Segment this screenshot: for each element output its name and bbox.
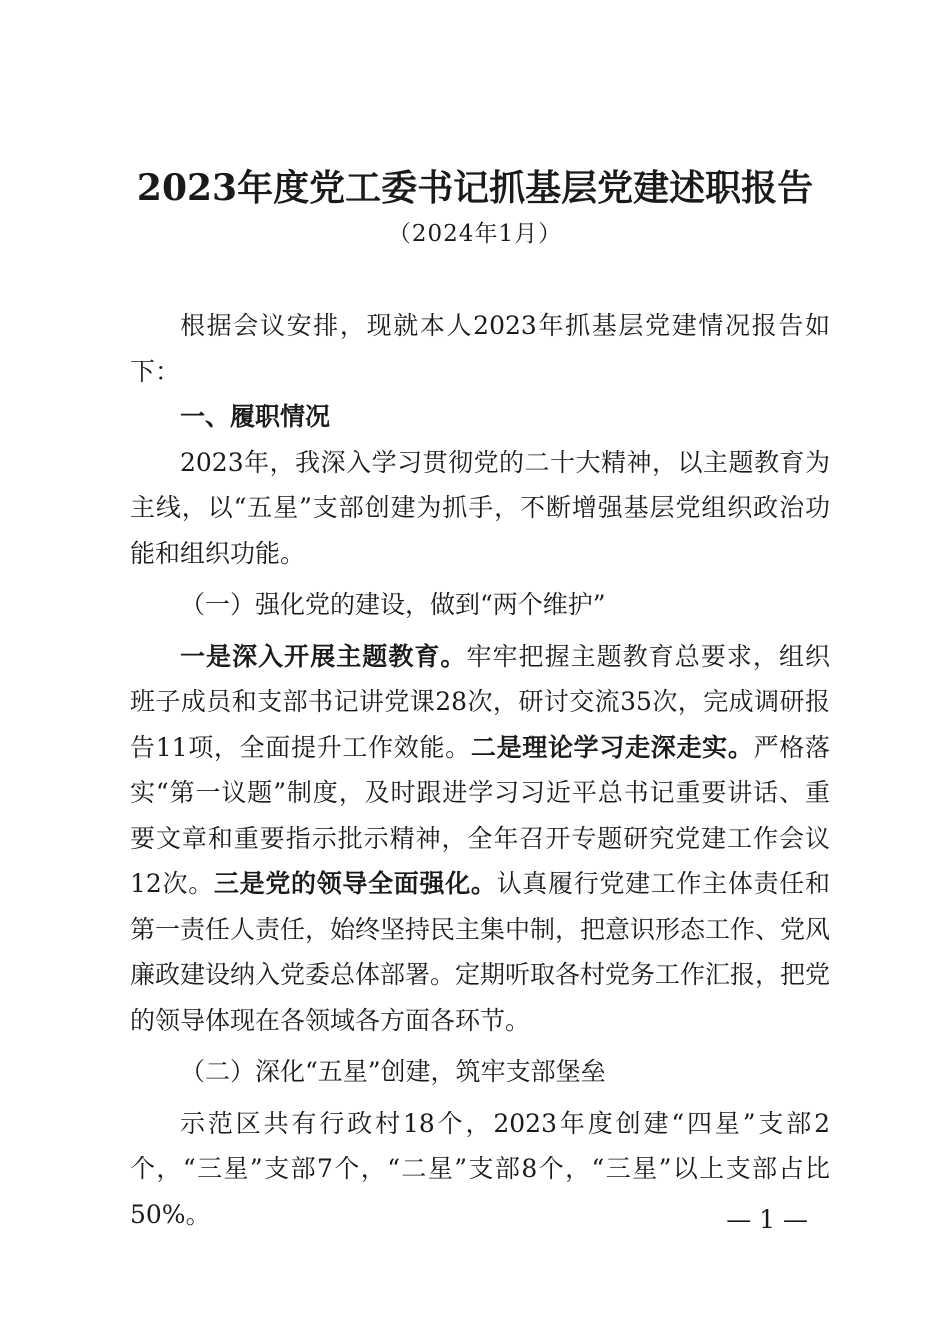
- subsection-heading: （二）深化“五星”创建，筑牢支部堡垒: [180, 1057, 606, 1086]
- lead-phrase: 二是理论学习走深走实。: [470, 732, 754, 762]
- section-paragraph: 2023年，我深入学习贯彻党的二十大精神，以主题教育为主线，以“五星”支部创建为抓手，不断增强基层党组织政治功能和组织功能。: [130, 447, 830, 568]
- document-date: （2024年1月）: [387, 221, 563, 247]
- paragraph-text: 牢牢把握主题教育总要求，组织班子成员和支部书记讲党课28次，研讨交流35次，完成调研报告11项，全面提升工作效能。: [130, 641, 830, 762]
- document-title: 2023年度党工委书记抓基层党建述职报告: [136, 167, 814, 209]
- subsection-heading: （一）强化党的建设，做到“两个维护”: [180, 590, 606, 619]
- document-body: [130, 303, 830, 1237]
- paragraph-text: 严格落实“第一议题”制度，及时跟进学习习近平总书记重要讲话、重要文章和重要指示批示精神，全年召开专题研究党建工作会议12次。: [130, 732, 830, 898]
- paragraph-text: 认真履行党建工作主体责任和第一责任人责任，始终坚持民主集中制，把意识形态工作、党风廉政建设纳入党委总体部署。定期听取各村党务工作汇报，把党的领导体现在各领域各方面各环节。: [130, 869, 831, 1035]
- lead-phrase: 三是党的领导全面强化。: [213, 869, 497, 898]
- lead-phrase: 一是深入开展主题教育。: [180, 641, 467, 671]
- section-heading: 一、履职情况: [180, 402, 331, 431]
- intro-paragraph: 根据会议安排，现就本人2023年抓基层党建情况报告如下：: [130, 311, 830, 386]
- subsection-paragraph: 示范区共有行政村18个，2023年度创建“四星”支部2个，“三星”支部7个，“二星”支部8个，“三星”以上支部占比50%。: [130, 1108, 830, 1229]
- subsection-paragraph: [130, 634, 830, 1044]
- page-number: — 1 —: [726, 1205, 808, 1234]
